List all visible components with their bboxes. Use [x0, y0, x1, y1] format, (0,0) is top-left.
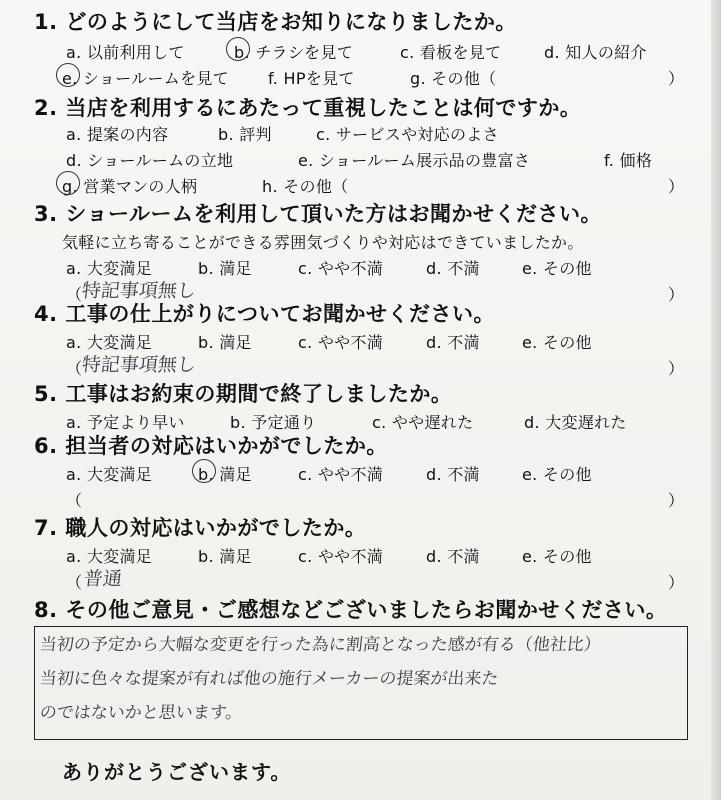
- paren-close: ）: [668, 491, 685, 510]
- paren-open: （: [66, 359, 83, 378]
- q3-option-a: a. 大変満足: [66, 259, 153, 278]
- q7-option-e: e. その他: [522, 547, 592, 566]
- paren-close: ）: [668, 69, 685, 88]
- q6-option-e: e. その他: [522, 465, 592, 484]
- q3-option-d: d. 不満: [426, 259, 480, 278]
- q1-option-f: f. HPを見て: [268, 69, 355, 88]
- question-3-title: 3. ショールームを利用して頂いた方はお聞かせください。: [34, 202, 603, 226]
- paren-open: （: [66, 491, 83, 510]
- question-8-title: 8. その他ご意見・ご感想などございましたらお聞かせください。: [34, 598, 668, 622]
- handwritten-answer: 普通: [82, 568, 124, 590]
- q3-option-c: c. やや不満: [298, 259, 384, 278]
- thank-you-text: ありがとうございます。: [62, 760, 292, 784]
- q4-option-d: d. 不満: [426, 333, 480, 352]
- q5-option-b: b. 予定通り: [230, 413, 317, 432]
- q1-option-g: g. その他（: [410, 69, 497, 88]
- comment-line-1: 当初の予定から大幅な変更を行った為に割高となった感が有る（他社比）: [38, 635, 602, 655]
- question-1-title: 1. どのようにして当店をお知りになりましたか。: [34, 10, 517, 34]
- q4-option-c: c. やや不満: [298, 333, 384, 352]
- q2-option-f: f. 価格: [604, 151, 653, 170]
- q3-option-e: e. その他: [522, 259, 592, 278]
- q1-option-e: e. ショールームを見て: [62, 69, 229, 88]
- q5-option-d: d. 大変遅れた: [524, 413, 627, 432]
- q7-option-a: a. 大変満足: [66, 547, 153, 566]
- comment-line-2: 当初に色々な提案が有れば他の施行メーカーの提案が出来た: [38, 669, 500, 689]
- q7-option-b: b. 満足: [198, 547, 252, 566]
- q1-option-c: c. 看板を見て: [400, 43, 502, 62]
- q2-option-e: e. ショールーム展示品の豊富さ: [298, 151, 531, 170]
- q2-option-d: d. ショールームの立地: [66, 151, 234, 170]
- handwritten-answer: 特記事項無し: [80, 354, 198, 376]
- q3-option-b: b. 満足: [198, 259, 252, 278]
- comment-line-3: のではないかと思います。: [38, 703, 244, 723]
- q7-option-c: c. やや不満: [298, 547, 384, 566]
- q4-option-b: b. 満足: [198, 333, 252, 352]
- paren-close: ）: [668, 177, 685, 196]
- q6-option-c: c. やや不満: [298, 465, 384, 484]
- paren-close: ）: [668, 285, 685, 304]
- paren-open: （: [66, 285, 83, 304]
- question-4-title: 4. 工事の仕上がりについてお聞かせください。: [34, 302, 495, 326]
- question-7-title: 7. 職人の対応はいかがでしたか。: [34, 516, 367, 540]
- q2-option-a: a. 提案の内容: [66, 125, 169, 144]
- page-edge-shadow: [711, 0, 721, 800]
- q7-option-d: d. 不満: [426, 547, 480, 566]
- q1-option-b: b. チラシを見て: [234, 43, 354, 62]
- q2-option-c: c. サービスや対応のよさ: [316, 125, 499, 144]
- q3-subtitle: 気軽に立ち寄ることができる雰囲気づくりや対応はできていましたか。: [62, 233, 584, 252]
- question-2-title: 2. 当店を利用するにあたって重視したことは何ですか。: [34, 96, 582, 120]
- paren-close: ）: [668, 359, 685, 378]
- q6-option-a: a. 大変満足: [66, 465, 153, 484]
- selected-answer-circle: [226, 37, 250, 61]
- selected-answer-circle: [192, 459, 216, 483]
- q4-option-e: e. その他: [522, 333, 592, 352]
- q2-option-h: h. その他（: [262, 177, 349, 196]
- paren-close: ）: [668, 573, 685, 592]
- question-5-title: 5. 工事はお約束の期間で終了しましたか。: [34, 382, 453, 406]
- q2-option-b: b. 評判: [218, 125, 272, 144]
- handwritten-answer: 特記事項無し: [80, 280, 198, 302]
- q6-option-b: b. 満足: [198, 465, 252, 484]
- q5-option-a: a. 予定より早い: [66, 413, 185, 432]
- q4-option-a: a. 大変満足: [66, 333, 153, 352]
- q1-option-a: a. 以前利用して: [66, 43, 185, 62]
- q1-option-d: d. 知人の紹介: [544, 43, 647, 62]
- q5-option-c: c. やや遅れた: [372, 413, 474, 432]
- q2-option-g: g. 営業マンの人柄: [62, 177, 198, 196]
- question-6-title: 6. 担当者の対応はいかがでしたか。: [34, 434, 388, 458]
- selected-answer-circle: [56, 63, 80, 87]
- selected-answer-circle: [56, 171, 80, 195]
- paren-open: （: [66, 573, 83, 592]
- q6-option-d: d. 不満: [426, 465, 480, 484]
